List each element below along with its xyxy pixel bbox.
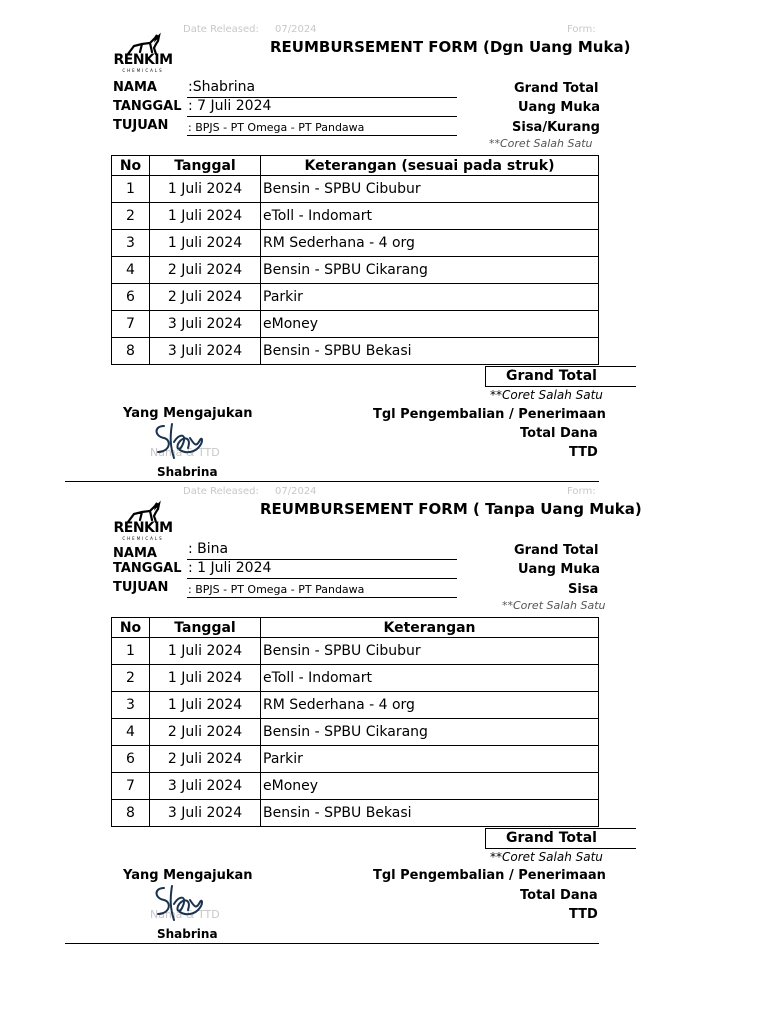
cell-keterangan: RM Sederhana - 4 org <box>261 692 599 719</box>
date-released-value: 07/2024 <box>275 486 317 497</box>
cell-tanggal: 3 Juli 2024 <box>150 338 261 365</box>
tanggal-underline <box>187 578 457 579</box>
form-code-label: Form: <box>567 486 596 497</box>
company-logo <box>112 502 174 544</box>
table-row <box>112 203 599 230</box>
coret-note-top: **Coret Salah Satu <box>502 599 606 612</box>
tujuan-value: : BPJS - PT Omega - PT Pandawa <box>188 121 365 134</box>
coret-note-bottom: **Coret Salah Satu <box>490 388 603 402</box>
table-row <box>112 284 599 311</box>
table-row <box>112 665 599 692</box>
cell-tanggal: 3 Juli 2024 <box>150 311 261 338</box>
tgl-pengembalian-label: Tgl Pengembalian / Penerimaan <box>373 407 606 422</box>
cell-keterangan: Parkir <box>261 284 599 311</box>
nama-ttd-placeholder: Nama & TTD <box>150 446 220 459</box>
logo-wordmark: RENKIM <box>113 520 173 536</box>
cell-keterangan: Bensin - SPBU Bekasi <box>261 338 599 365</box>
tanggal-value: : 7 Juli 2024 <box>188 98 272 114</box>
cell-no: 7 <box>112 311 150 338</box>
items-table <box>111 617 599 827</box>
table-header-row <box>112 618 599 638</box>
cell-keterangan: eToll - Indomart <box>261 665 599 692</box>
date-released-label: Date Released: <box>183 486 259 497</box>
logo-subtitle: CHEMICALS <box>122 536 164 541</box>
cell-tanggal: 1 Juli 2024 <box>150 230 261 257</box>
table-header-row <box>112 156 599 176</box>
tanggal-label: TANGGAL <box>113 561 182 576</box>
table-row <box>112 338 599 365</box>
company-logo <box>112 34 174 76</box>
total-dana-label: Total Dana <box>520 426 598 441</box>
uang-muka-label: Uang Muka <box>518 100 601 115</box>
cell-no: 1 <box>112 176 150 203</box>
signer-name: Shabrina <box>157 465 218 479</box>
table-row <box>112 311 599 338</box>
cell-keterangan: eMoney <box>261 773 599 800</box>
tujuan-label: TUJUAN <box>113 580 169 595</box>
date-released-value: 07/2024 <box>275 24 317 35</box>
ttd-label: TTD <box>569 445 598 460</box>
cell-no: 6 <box>112 746 150 773</box>
nama-label: NAMA <box>113 546 157 561</box>
form-title: REUMBURSEMENT FORM ( Tanpa Uang Muka) <box>260 500 642 518</box>
logo-subtitle: CHEMICALS <box>122 68 164 73</box>
signer-name: Shabrina <box>157 927 218 941</box>
cell-keterangan: RM Sederhana - 4 org <box>261 230 599 257</box>
cell-tanggal: 1 Juli 2024 <box>150 176 261 203</box>
col-tanggal: Tanggal <box>150 156 261 176</box>
signature-icon <box>150 882 210 926</box>
sisa-label: Sisa <box>568 582 599 597</box>
col-keterangan: Keterangan <box>261 618 599 638</box>
cell-keterangan: Bensin - SPBU Cikarang <box>261 719 599 746</box>
tujuan-underline <box>187 597 457 598</box>
form-separator <box>65 943 599 944</box>
ttd-label: TTD <box>569 907 598 922</box>
cell-no: 3 <box>112 230 150 257</box>
tujuan-underline <box>187 135 457 136</box>
cell-no: 8 <box>112 800 150 827</box>
cell-no: 4 <box>112 257 150 284</box>
nama-ttd-placeholder: Nama & TTD <box>150 908 220 921</box>
cell-tanggal: 2 Juli 2024 <box>150 257 261 284</box>
cell-no: 4 <box>112 719 150 746</box>
tujuan-value: : BPJS - PT Omega - PT Pandawa <box>188 583 365 596</box>
signature-image <box>150 420 210 468</box>
cell-tanggal: 1 Juli 2024 <box>150 638 261 665</box>
cell-tanggal: 1 Juli 2024 <box>150 665 261 692</box>
cell-keterangan: eMoney <box>261 311 599 338</box>
cell-keterangan: Bensin - SPBU Cibubur <box>261 638 599 665</box>
nama-value: : Bina <box>188 541 229 557</box>
items-table <box>111 155 599 365</box>
grand-total-label: Grand Total <box>514 81 599 96</box>
table-row <box>112 746 599 773</box>
total-dana-label: Total Dana <box>520 888 598 903</box>
cell-tanggal: 1 Juli 2024 <box>150 203 261 230</box>
form-code-label: Form: <box>567 24 596 35</box>
nama-label: NAMA <box>113 80 157 95</box>
cell-no: 1 <box>112 638 150 665</box>
reimbursement-form-2 <box>0 462 768 941</box>
grand-total-box: Grand Total <box>485 366 636 387</box>
signature-image <box>150 882 210 930</box>
signature-icon <box>150 420 210 464</box>
nama-value: :Shabrina <box>188 79 256 95</box>
cell-tanggal: 3 Juli 2024 <box>150 800 261 827</box>
table-row <box>112 257 599 284</box>
table-row <box>112 692 599 719</box>
col-no: No <box>112 618 150 638</box>
tanggal-label: TANGGAL <box>113 99 182 114</box>
form-title: REUMBURSEMENT FORM (Dgn Uang Muka) <box>270 38 631 56</box>
cell-no: 8 <box>112 338 150 365</box>
grand-total-label: Grand Total <box>514 543 599 558</box>
reimbursement-form-1 <box>0 0 768 479</box>
grand-total-box: Grand Total <box>485 828 636 849</box>
col-no: No <box>112 156 150 176</box>
cell-tanggal: 2 Juli 2024 <box>150 719 261 746</box>
cell-keterangan: Bensin - SPBU Cibubur <box>261 176 599 203</box>
table-row <box>112 176 599 203</box>
cell-keterangan: Parkir <box>261 746 599 773</box>
tanggal-value: : 1 Juli 2024 <box>188 560 272 576</box>
uang-muka-label: Uang Muka <box>518 562 601 577</box>
col-tanggal: Tanggal <box>150 618 261 638</box>
cell-no: 7 <box>112 773 150 800</box>
tujuan-label: TUJUAN <box>113 118 169 133</box>
table-row <box>112 773 599 800</box>
yang-mengajukan-label: Yang Mengajukan <box>123 868 253 883</box>
yang-mengajukan-label: Yang Mengajukan <box>123 406 253 421</box>
cell-tanggal: 1 Juli 2024 <box>150 692 261 719</box>
cell-no: 2 <box>112 665 150 692</box>
table-row <box>112 719 599 746</box>
cell-tanggal: 2 Juli 2024 <box>150 284 261 311</box>
logo-wordmark: RENKIM <box>113 52 173 68</box>
cell-no: 2 <box>112 203 150 230</box>
table-row <box>112 230 599 257</box>
cell-tanggal: 2 Juli 2024 <box>150 746 261 773</box>
cell-no: 6 <box>112 284 150 311</box>
sisa-kurang-label: Sisa/Kurang <box>512 120 600 135</box>
col-keterangan: Keterangan (sesuai pada struk) <box>261 156 599 176</box>
cell-tanggal: 3 Juli 2024 <box>150 773 261 800</box>
table-row <box>112 800 599 827</box>
cell-keterangan: eToll - Indomart <box>261 203 599 230</box>
date-released-label: Date Released: <box>183 24 259 35</box>
coret-note-bottom: **Coret Salah Satu <box>490 850 603 864</box>
cell-keterangan: Bensin - SPBU Cikarang <box>261 257 599 284</box>
tgl-pengembalian-label: Tgl Pengembalian / Penerimaan <box>373 868 606 883</box>
tanggal-underline <box>187 116 457 117</box>
cell-keterangan: Bensin - SPBU Bekasi <box>261 800 599 827</box>
coret-note-top: **Coret Salah Satu <box>489 137 593 150</box>
table-row <box>112 638 599 665</box>
cell-no: 3 <box>112 692 150 719</box>
